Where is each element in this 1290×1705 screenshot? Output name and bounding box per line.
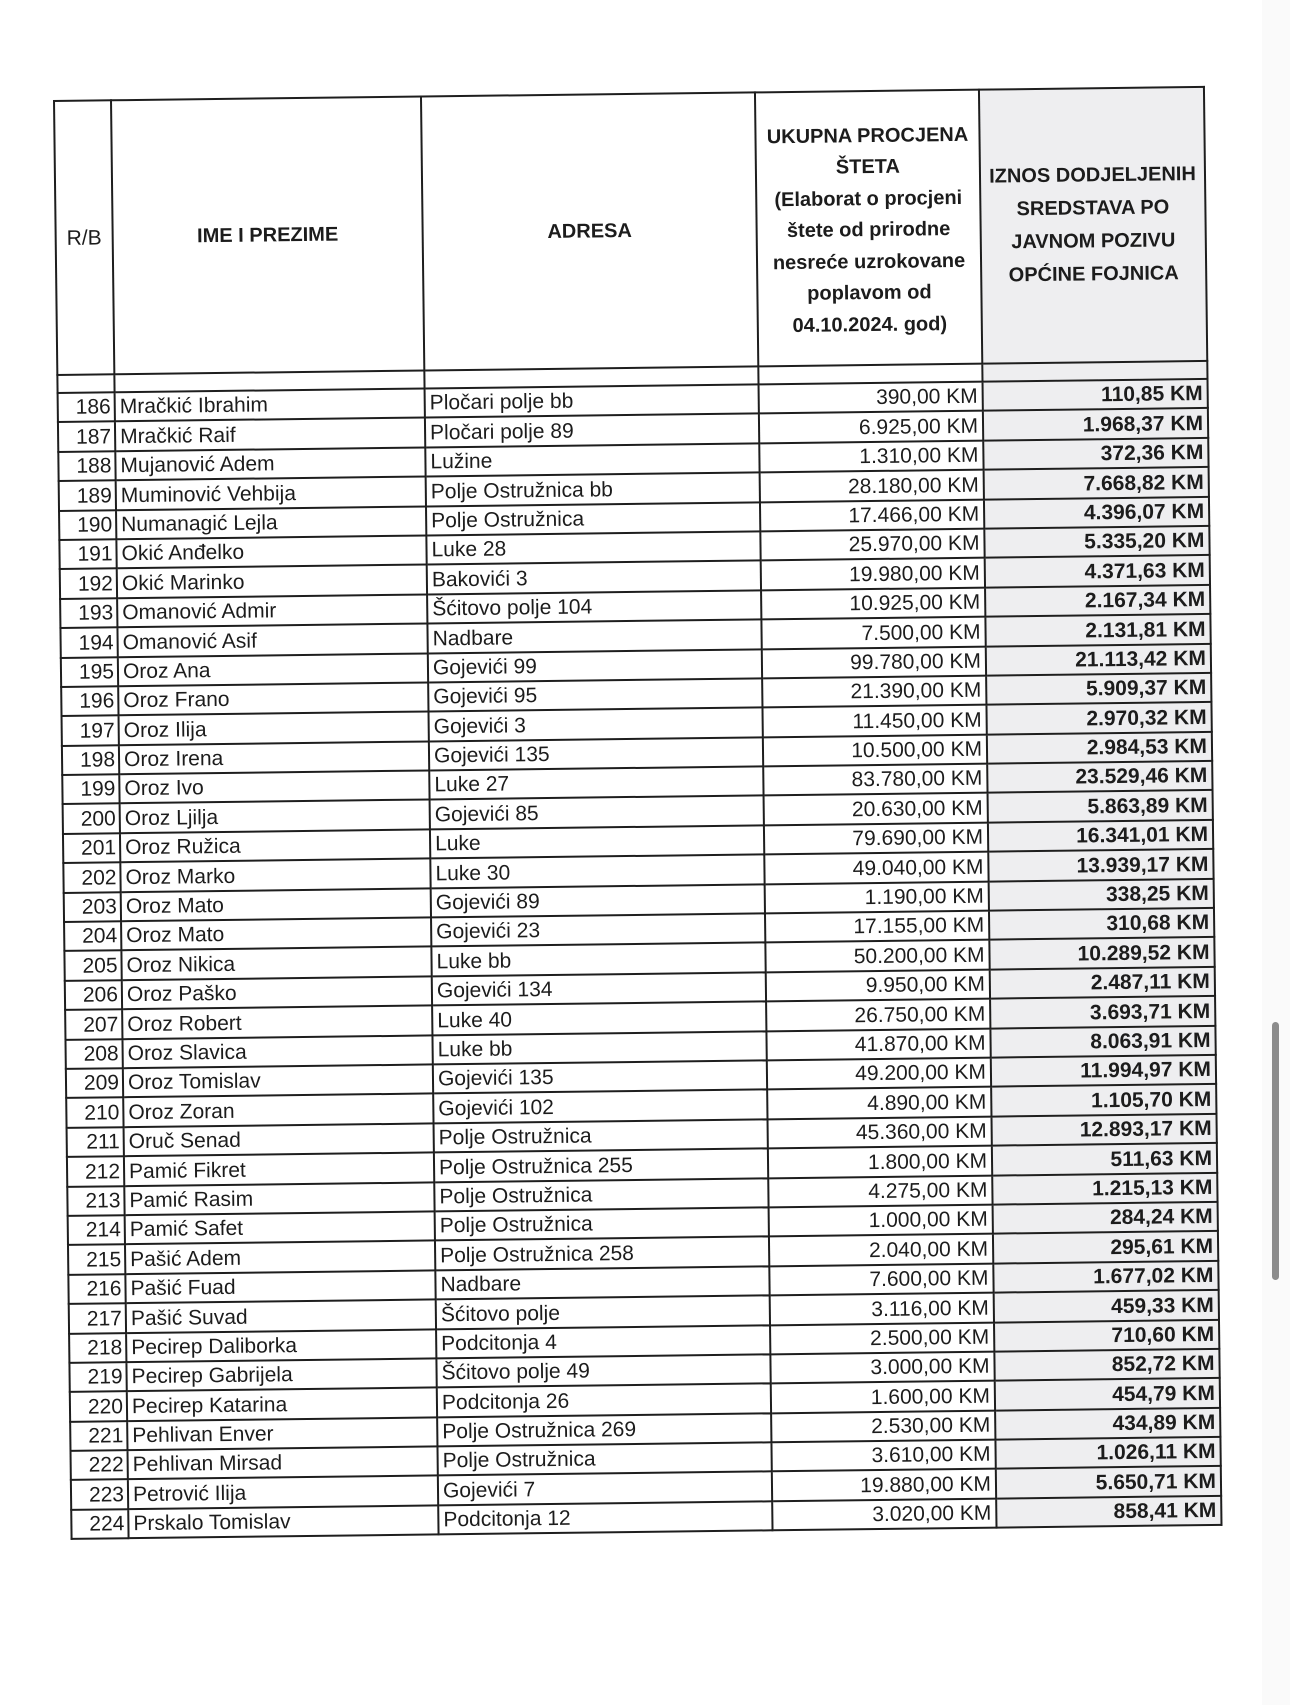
cell-name: Omanović Admir [117,594,427,627]
cell-estimate: 20.630,00 KM [764,793,988,825]
cell-rb: 191 [59,539,116,569]
cell-address: Gojevići 135 [429,737,763,770]
cell-rb: 215 [68,1245,125,1275]
cell-name: Numanagić Lejla [116,506,426,539]
cell-grant: 4.396,07 KM [984,496,1209,528]
cell-estimate: 9.950,00 KM [766,969,990,1001]
cell-estimate: 17.155,00 KM [765,911,989,943]
cell-grant: 295,61 KM [993,1231,1218,1263]
cell-estimate: 1.310,00 KM [759,440,983,472]
cell-estimate: 99.780,00 KM [762,646,986,678]
cell-grant: 11.994,97 KM [991,1055,1216,1087]
cell-rb: 219 [69,1362,126,1392]
header-grant-line: IZNOS DODJELJENIH [989,163,1196,188]
cell-name: Oroz Robert [122,1006,432,1039]
cell-estimate: 2.040,00 KM [769,1234,993,1266]
cell-grant: 16.341,01 KM [988,820,1213,852]
cell-estimate: 3.020,00 KM [772,1498,996,1530]
cell-estimate: 4.275,00 KM [768,1175,992,1207]
cell-rb: 211 [67,1127,124,1157]
cell-name: Pašić Adem [125,1241,435,1274]
header-address: ADRESA [421,92,758,370]
header-grant-line: OPĆINE FOJNICA [1008,262,1179,287]
cell-name: Oroz Mato [121,888,431,921]
cell-address: Šćitovo polje [436,1295,770,1328]
cell-rb: 212 [67,1156,124,1186]
cell-rb: 197 [62,716,119,746]
cell-name: Oroz Ružica [120,829,430,862]
cell-address: Polje Ostružnica 269 [437,1413,771,1446]
cell-address: Luke bb [432,1031,766,1064]
cell-name: Pehlivan Mirsad [128,1446,438,1479]
cell-estimate: 1.800,00 KM [768,1146,992,1178]
cell-name: Okić Anđelko [116,535,426,568]
cell-address: Polje Ostružnica [434,1178,768,1211]
cell-grant: 2.970,32 KM [986,702,1211,734]
cell-estimate: 390,00 KM [759,382,983,414]
cell-rb: 186 [58,392,115,422]
cell-address: Luke 28 [426,531,760,564]
scrollbar-track[interactable] [1262,0,1290,1705]
cell-address: Šćitovo polje 49 [436,1354,770,1387]
cell-grant: 2.984,53 KM [987,732,1212,764]
cell-estimate: 2.530,00 KM [771,1410,995,1442]
header-estimate-line: 04.10.2024. god) [792,312,948,337]
cell-rb: 189 [59,480,116,510]
cell-name: Oroz Marko [120,859,430,892]
cell-grant: 1.215,13 KM [992,1172,1217,1204]
cell-estimate: 11.450,00 KM [762,705,986,737]
cell-rb: 207 [65,1009,122,1039]
cell-rb: 217 [69,1303,126,1333]
cell-rb: 198 [62,745,119,775]
cell-address: Nadbare [427,620,761,653]
header-grant-line: SREDSTAVA PO [1016,196,1170,221]
cell-grant: 338,25 KM [989,879,1214,911]
cell-address: Luke 30 [430,855,764,888]
cell-rb: 209 [66,1068,123,1098]
cell-grant: 1.026,11 KM [995,1437,1220,1469]
cell-address: Nadbare [435,1266,769,1299]
cell-address: Polje Ostružnica 258 [435,1237,769,1270]
cell-address: Bakovići 3 [427,561,761,594]
cell-name: Petrović Ilija [128,1476,438,1509]
cell-estimate: 4.890,00 KM [767,1087,991,1119]
cell-grant: 459,33 KM [994,1290,1219,1322]
cell-rb: 205 [64,951,121,981]
cell-rb: 221 [70,1421,127,1451]
cell-name: Pecirep Katarina [127,1388,437,1421]
header-name: IME I PREZIME [111,97,424,375]
cell-address: Luke [430,825,764,858]
cell-grant: 2.167,34 KM [985,585,1210,617]
cell-name: Oroz Ana [118,653,428,686]
cell-estimate: 28.180,00 KM [760,470,984,502]
cell-grant: 5.909,37 KM [986,673,1211,705]
cell-address: Gojevići 3 [429,708,763,741]
cell-name: Oroz Tomislav [123,1064,433,1097]
cell-rb: 218 [69,1333,126,1363]
cell-rb: 222 [71,1450,128,1480]
cell-address: Polje Ostružnica [426,502,760,535]
cell-grant: 511,63 KM [992,1143,1217,1175]
cell-name: Oroz Paško [122,976,432,1009]
cell-rb: 187 [58,422,115,452]
cell-address: Gojevići 99 [428,649,762,682]
cell-name: Pehlivan Enver [127,1417,437,1450]
cell-name: Prskalo Tomislav [128,1505,438,1538]
cell-estimate: 1.190,00 KM [765,881,989,913]
cell-address: Gojevići 102 [433,1090,767,1123]
cell-grant: 434,89 KM [995,1408,1220,1440]
cell-name: Oroz Ljilja [120,800,430,833]
cell-address: Gojevići 89 [431,884,765,917]
cell-estimate: 19.880,00 KM [772,1469,996,1501]
spacer-cell [57,374,114,393]
cell-name: Muminović Vehbija [116,477,426,510]
damage-table [53,86,1223,1540]
cell-estimate: 49.040,00 KM [764,852,988,884]
cell-address: Polje Ostružnica bb [426,473,760,506]
cell-rb: 193 [60,598,117,628]
cell-address: Podcitonja 12 [438,1501,772,1534]
scrollbar-thumb[interactable] [1272,1022,1279,1280]
cell-grant: 284,24 KM [993,1202,1218,1234]
cell-grant: 372,36 KM [983,438,1208,470]
cell-grant: 110,85 KM [983,379,1208,411]
cell-rb: 216 [68,1274,125,1304]
cell-rb: 196 [61,686,118,716]
cell-estimate: 50.200,00 KM [765,940,989,972]
table-container [53,86,1223,1540]
cell-estimate: 17.466,00 KM [760,499,984,531]
cell-estimate: 1.000,00 KM [769,1205,993,1237]
cell-grant: 1.968,37 KM [983,408,1208,440]
cell-name: Pašić Suvad [126,1300,436,1333]
cell-grant: 5.335,20 KM [984,526,1209,558]
cell-rb: 195 [61,657,118,687]
cell-name: Oruč Senad [124,1123,434,1156]
cell-rb: 201 [63,833,120,863]
cell-grant: 21.113,42 KM [986,643,1211,675]
cell-name: Oroz Frano [118,682,428,715]
cell-estimate: 7.500,00 KM [761,617,985,649]
cell-address: Pločari polje bb [425,384,759,417]
header-rb: R/B [54,100,114,375]
cell-rb: 188 [58,451,115,481]
cell-grant: 10.289,52 KM [989,937,1214,969]
cell-name: Oroz Ilija [119,712,429,745]
header-estimate-line: (Elaborat o procjeni [774,186,963,211]
cell-name: Mujanović Adem [115,447,425,480]
cell-estimate: 6.925,00 KM [759,411,983,443]
cell-address: Lužine [425,443,759,476]
cell-address: Pločari polje 89 [425,414,759,447]
cell-name: Pašić Fuad [125,1270,435,1303]
cell-name: Pecirep Daliborka [126,1329,436,1362]
cell-address: Podcitonja 26 [437,1384,771,1417]
cell-name: Oroz Ivo [119,771,429,804]
cell-grant: 12.893,17 KM [991,1114,1216,1146]
cell-address: Luke 27 [429,766,763,799]
header-estimate-line: nesreće uzrokovane [772,249,966,274]
cell-address: Polje Ostružnica [437,1442,771,1475]
header-estimate-line: poplavom od [807,281,932,306]
cell-rb: 199 [62,774,119,804]
cell-address: Gojevići 7 [438,1472,772,1505]
cell-rb: 200 [63,804,120,834]
cell-estimate: 83.780,00 KM [763,764,987,796]
cell-grant: 1.105,70 KM [991,1084,1216,1116]
cell-rb: 190 [59,510,116,540]
cell-rb: 213 [67,1186,124,1216]
cell-grant: 4.371,63 KM [985,555,1210,587]
cell-grant: 710,60 KM [994,1319,1219,1351]
cell-grant: 5.650,71 KM [996,1466,1221,1498]
table-body [57,361,1221,1539]
cell-grant: 2.487,11 KM [990,967,1215,999]
cell-rb: 208 [65,1039,122,1069]
cell-address: Gojevići 135 [433,1060,767,1093]
cell-name: Mračkić Ibrahim [115,388,425,421]
cell-address: Gojevići 85 [430,796,764,829]
header-grant [979,87,1207,364]
cell-grant: 2.131,81 KM [985,614,1210,646]
cell-address: Polje Ostružnica [434,1119,768,1152]
cell-estimate: 21.390,00 KM [762,676,986,708]
cell-estimate: 10.925,00 KM [761,587,985,619]
cell-rb: 203 [64,892,121,922]
cell-rb: 214 [68,1215,125,1245]
cell-address: Gojevići 23 [431,913,765,946]
cell-name: Pamić Rasim [124,1182,434,1215]
cell-grant: 23.529,46 KM [987,761,1212,793]
cell-rb: 206 [65,980,122,1010]
cell-estimate: 3.116,00 KM [770,1293,994,1325]
cell-grant: 454,79 KM [995,1378,1220,1410]
cell-estimate: 7.600,00 KM [769,1263,993,1295]
cell-address: Gojevići 134 [432,972,766,1005]
cell-rb: 204 [64,921,121,951]
cell-address: Luke 40 [432,1002,766,1035]
cell-address: Polje Ostružnica 255 [434,1149,768,1182]
cell-address: Podcitonja 4 [436,1325,770,1358]
header-estimate [755,90,982,367]
cell-rb: 210 [66,1098,123,1128]
cell-estimate: 2.500,00 KM [770,1322,994,1354]
cell-grant: 858,41 KM [996,1496,1221,1528]
cell-estimate: 26.750,00 KM [766,999,990,1031]
cell-grant: 7.668,82 KM [984,467,1209,499]
cell-grant: 310,68 KM [989,908,1214,940]
cell-estimate: 19.980,00 KM [761,558,985,590]
cell-address: Luke bb [431,943,765,976]
cell-name: Oroz Slavica [122,1035,432,1068]
cell-name: Okić Marinko [117,565,427,598]
table-header-row [54,87,1207,375]
cell-grant: 8.063,91 KM [990,1025,1215,1057]
cell-estimate: 45.360,00 KM [768,1116,992,1148]
cell-estimate: 41.870,00 KM [766,1028,990,1060]
cell-grant: 13.939,17 KM [988,849,1213,881]
header-estimate-line: ŠTETA [835,155,901,179]
cell-name: Pecirep Gabrijela [126,1358,436,1391]
cell-estimate: 25.970,00 KM [760,529,984,561]
cell-estimate: 79.690,00 KM [764,822,988,854]
cell-name: Oroz Zoran [123,1094,433,1127]
cell-rb: 194 [60,627,117,657]
cell-name: Mračkić Raif [115,418,425,451]
header-grant-line: JAVNOM POZIVU [1011,229,1176,254]
cell-estimate: 3.000,00 KM [770,1351,994,1383]
cell-name: Omanović Asif [117,624,427,657]
cell-grant: 3.693,71 KM [990,996,1215,1028]
cell-rb: 224 [71,1509,128,1539]
cell-name: Oroz Mato [121,917,431,950]
cell-name: Pamić Fikret [124,1153,434,1186]
cell-grant: 1.677,02 KM [993,1261,1218,1293]
header-estimate-line: UKUPNA PROCJENA [766,123,969,149]
cell-name: Oroz Irena [119,741,429,774]
cell-rb: 192 [60,569,117,599]
cell-address: Šćitovo polje 104 [427,590,761,623]
cell-rb: 202 [63,862,120,892]
cell-address: Polje Ostružnica [435,1207,769,1240]
cell-name: Oroz Nikica [121,947,431,980]
cell-estimate: 10.500,00 KM [763,734,987,766]
cell-rb: 223 [71,1480,128,1510]
cell-estimate: 3.610,00 KM [771,1440,995,1472]
cell-grant: 5.863,89 KM [988,790,1213,822]
cell-estimate: 49.200,00 KM [767,1058,991,1090]
cell-grant: 852,72 KM [994,1349,1219,1381]
cell-rb: 220 [70,1391,127,1421]
cell-name: Pamić Safet [125,1211,435,1244]
cell-address: Gojevići 95 [428,678,762,711]
cell-estimate: 1.600,00 KM [771,1381,995,1413]
header-estimate-line: štete od prirodne [786,218,951,243]
